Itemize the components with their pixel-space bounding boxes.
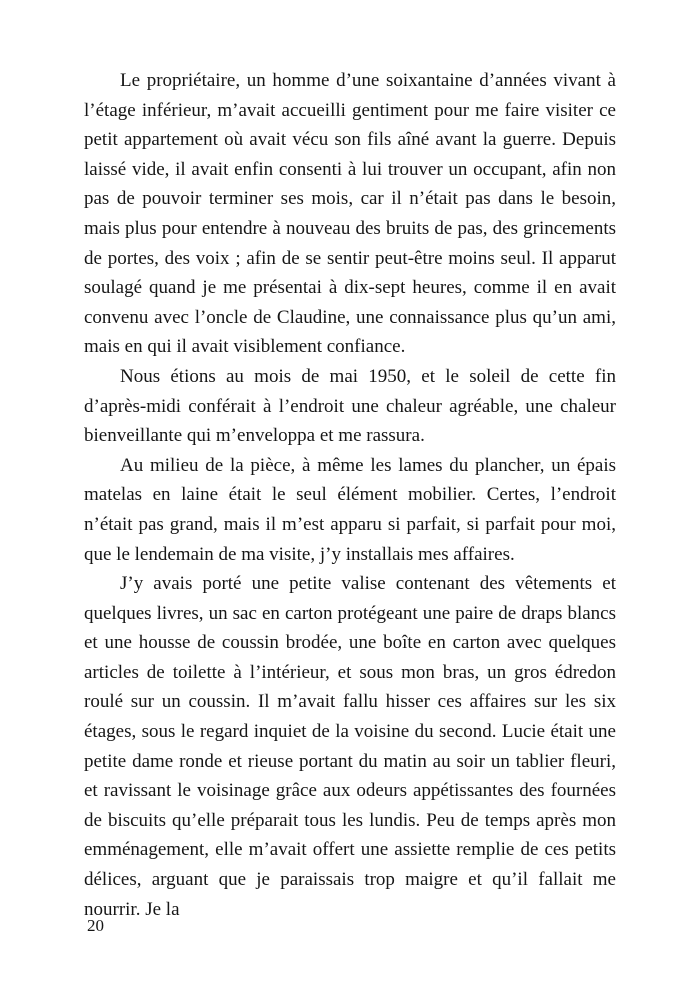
paragraph-1: Le propriétaire, un homme d’une soixantaine d’années vivant à l’étage inférieur, m’avait accueilli gentiment pour me faire visiter ce petit appartement où avait vécu son fils aîné avant la guerre. Depuis laissé vide, il avait enfin consenti à lui trouver un occupant, afin non pas de pouvoir terminer ses mois, car il n’était pas dans le besoin, mais plus pour entendre à nouveau des bruits de pas, des grincements de portes, des voix ; afin de se sentir peut-être moins seul. Il apparut soulagé quand je me présentai à dix-sept heures, comme il en avait convenu avec l’oncle de Claudine, une connaissance plus qu’un ami, mais en qui il avait visiblement confiance. [84,70,616,358]
page-number: 20 [87,916,104,935]
paragraph-4: J’y avais porté une petite valise contenant des vêtements et quelques livres, un sac en carton protégeant une paire de draps blancs et une housse de coussin brodée, une boîte en carton avec quelques articles de toilette à l’intérieur, et sous mon bras, un gros édredon roulé sur un coussin. Il m’avait fallu hisser ces affaires sur les six étages, sous le regard inquiet de la voisine du second. Lucie était une petite dame ronde et rieuse portant du matin au soir un tablier fleuri, et ravissant le voisinage grâce aux odeurs appétissantes des fournées de biscuits qu’elle préparait tous les lundis. Peu de temps après mon emménagement, elle m’avait offert une assiette remplie de ces petits délices, arguant que je paraissais trop maigre et qu’il fallait me nourrir. Je la [84,573,616,920]
body-text [84,66,616,924]
paragraph-3: Au milieu de la pièce, à même les lames du plancher, un épais matelas en laine était le seul élément mobilier. Certes, l’endroit n’était pas grand, mais il m’est apparu si parfait, si parfait pour moi, que le lendemain de ma visite, j’y installais mes affaires. [84,454,616,565]
paragraph-2: Nous étions au mois de mai 1950, et le soleil de cette fin d’après-midi conférait à l’endroit une chaleur agréable, une chaleur bienveillante qui m’enveloppa et me rassura. [84,365,616,447]
